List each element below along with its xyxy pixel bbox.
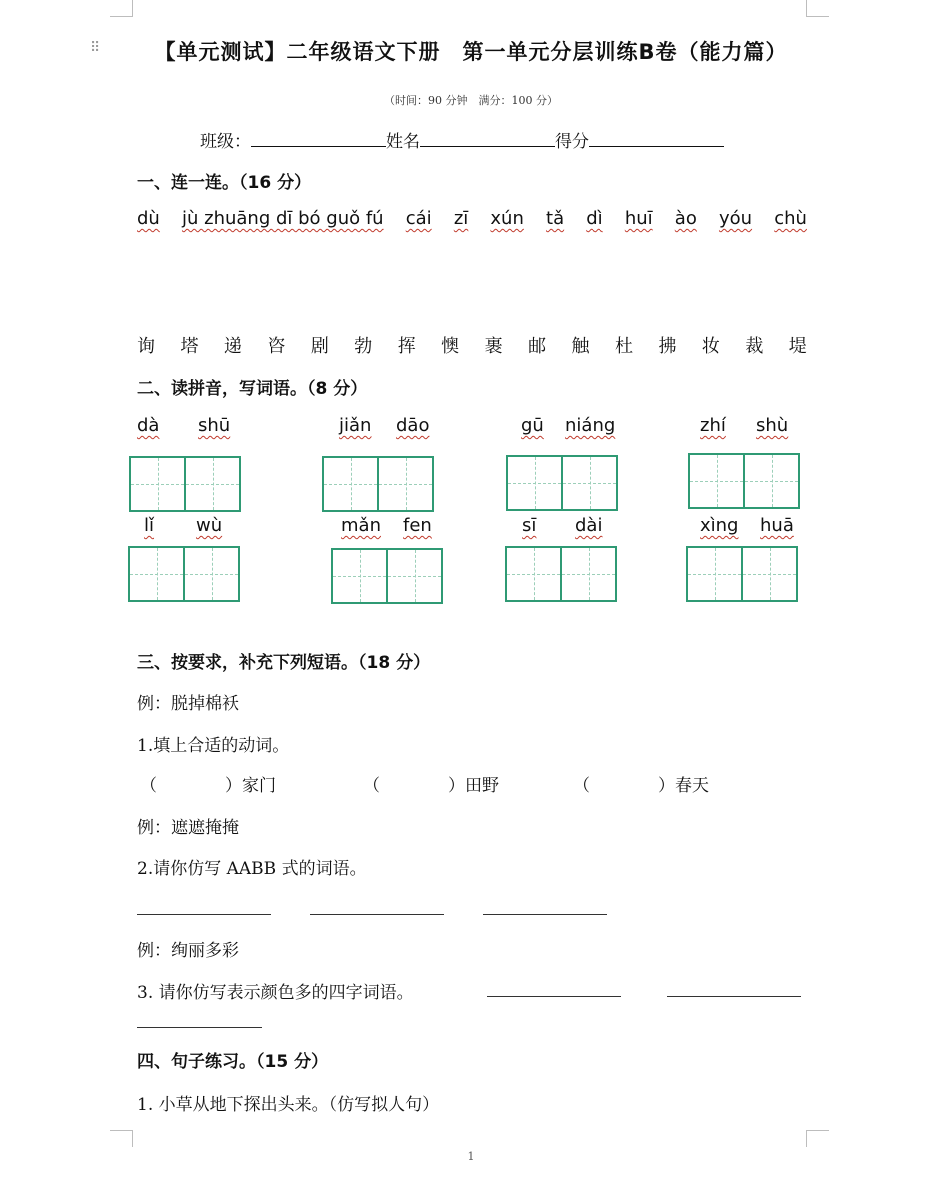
- class-label: 班级：: [200, 132, 251, 152]
- pinyin-item: dù: [137, 208, 160, 229]
- grid-cell[interactable]: [745, 455, 798, 507]
- character-item: 杜: [614, 336, 633, 357]
- grid-cell[interactable]: [186, 458, 239, 510]
- time-score-note: （时间：90 分钟 满分：100 分）: [384, 94, 558, 107]
- answer-line[interactable]: [137, 914, 271, 915]
- character-item: 妆: [701, 336, 720, 357]
- word-pinyin: shū: [198, 415, 231, 436]
- character-item: 勃: [354, 336, 373, 357]
- page-title: 【单元测试】二年级语文下册 第一单元分层训练B卷（能力篇）: [154, 40, 788, 64]
- name-blank[interactable]: [420, 130, 555, 147]
- character-list: [137, 332, 807, 358]
- word-pinyin: zhí: [700, 415, 726, 436]
- word-pinyin: shù: [756, 415, 789, 436]
- word-pinyin: gū: [521, 415, 544, 436]
- pinyin-item: huī: [624, 208, 653, 229]
- word-pinyin: mǎn: [341, 515, 381, 536]
- grid-cell[interactable]: [388, 550, 441, 602]
- pinyin-item: xún: [490, 208, 524, 229]
- crop-mark-bottom-left: [110, 1130, 133, 1147]
- character-item: 堤: [788, 336, 807, 357]
- word-pinyin: huā: [760, 515, 794, 536]
- answer-line[interactable]: [667, 996, 801, 997]
- grid-cell[interactable]: [563, 457, 616, 509]
- question-4-1: 1. 小草从地下探出头来。（仿写拟人句）: [137, 1095, 440, 1115]
- character-item: 挥: [397, 336, 416, 357]
- character-item: 邮: [528, 336, 547, 357]
- drag-handle-icon[interactable]: ⠿: [90, 40, 99, 56]
- character-item: 懊: [441, 336, 460, 357]
- grid-cell[interactable]: [130, 548, 185, 600]
- section-4-heading: 四、句子练习。（15 分）: [137, 1052, 329, 1072]
- question-3-1: 1.填上合适的动词。: [137, 736, 290, 756]
- question-3-2: 2.请你仿写 AABB 式的词语。: [137, 859, 367, 879]
- grid-cell[interactable]: [688, 548, 743, 600]
- example-1: 例：脱掉棉袄: [137, 694, 239, 714]
- writing-grid[interactable]: [322, 456, 434, 512]
- fill-item[interactable]: （ ）家门: [140, 776, 276, 796]
- pinyin-list: [137, 208, 807, 229]
- section-3-heading: 三、按要求，补充下列短语。（18 分）: [137, 653, 431, 673]
- question-3-3: 3. 请你仿写表示颜色多的四字词语。: [137, 983, 414, 1003]
- pinyin-item: yóu: [718, 208, 753, 229]
- character-item: 裁: [745, 336, 764, 357]
- grid-cell[interactable]: [743, 548, 796, 600]
- grid-cell[interactable]: [508, 457, 563, 509]
- grid-cell[interactable]: [379, 458, 432, 510]
- writing-grid[interactable]: [129, 456, 241, 512]
- word-pinyin: dāo: [396, 415, 430, 436]
- character-item: 递: [223, 336, 242, 357]
- character-item: 剧: [310, 336, 329, 357]
- grid-cell[interactable]: [324, 458, 379, 510]
- answer-line[interactable]: [137, 1027, 262, 1028]
- pinyin-item: ào: [674, 208, 697, 229]
- word-pinyin: wù: [196, 515, 223, 536]
- character-item: 咨: [267, 336, 286, 357]
- pinyin-item: dì: [586, 208, 603, 229]
- character-item: 塔: [180, 336, 199, 357]
- writing-grid[interactable]: [688, 453, 800, 509]
- score-blank[interactable]: [589, 130, 724, 147]
- pinyin-item: chù: [774, 208, 807, 229]
- class-blank[interactable]: [251, 130, 386, 147]
- word-pinyin: lǐ: [144, 515, 155, 536]
- score-label: 得分: [555, 132, 589, 152]
- student-info-line: [200, 127, 724, 152]
- writing-grid[interactable]: [128, 546, 240, 602]
- grid-cell[interactable]: [507, 548, 562, 600]
- writing-grid[interactable]: [686, 546, 798, 602]
- grid-cell[interactable]: [333, 550, 388, 602]
- word-pinyin: xìng: [700, 515, 739, 536]
- grid-cell[interactable]: [131, 458, 186, 510]
- pinyin-item: jù zhuāng dī bó guǒ fú: [181, 208, 384, 229]
- character-item: 触: [571, 336, 590, 357]
- word-pinyin: fen: [403, 515, 432, 536]
- character-item: 裹: [484, 336, 503, 357]
- crop-mark-bottom-right: [806, 1130, 829, 1147]
- fill-item[interactable]: （ ）春天: [573, 776, 709, 796]
- answer-line[interactable]: [487, 996, 621, 997]
- crop-mark-top-left: [110, 0, 133, 17]
- word-pinyin: jiǎn: [339, 415, 372, 436]
- grid-cell[interactable]: [690, 455, 745, 507]
- writing-grid[interactable]: [505, 546, 617, 602]
- example-3: 例：绚丽多彩: [137, 941, 239, 961]
- crop-mark-top-right: [806, 0, 829, 17]
- word-pinyin: dà: [137, 415, 160, 436]
- word-pinyin: niáng: [565, 415, 616, 436]
- grid-cell[interactable]: [185, 548, 238, 600]
- example-2: 例：遮遮掩掩: [137, 818, 239, 838]
- answer-line[interactable]: [310, 914, 444, 915]
- word-pinyin: sī: [522, 515, 537, 536]
- page-number: 1: [467, 1150, 475, 1163]
- word-pinyin: dài: [575, 515, 603, 536]
- fill-item[interactable]: （ ）田野: [363, 776, 499, 796]
- character-item: 拂: [658, 336, 677, 357]
- section-2-heading: 二、读拼音，写词语。（8 分）: [137, 379, 368, 399]
- writing-grid[interactable]: [331, 548, 443, 604]
- answer-line[interactable]: [483, 914, 607, 915]
- pinyin-item: cái: [405, 208, 432, 229]
- grid-cell[interactable]: [562, 548, 615, 600]
- character-item: 询: [137, 336, 155, 357]
- pinyin-item: tǎ: [546, 208, 565, 229]
- section-1-heading: 一、连一连。（16 分）: [137, 173, 312, 193]
- pinyin-item: zī: [453, 208, 469, 229]
- writing-grid[interactable]: [506, 455, 618, 511]
- name-label: 姓名: [386, 132, 420, 152]
